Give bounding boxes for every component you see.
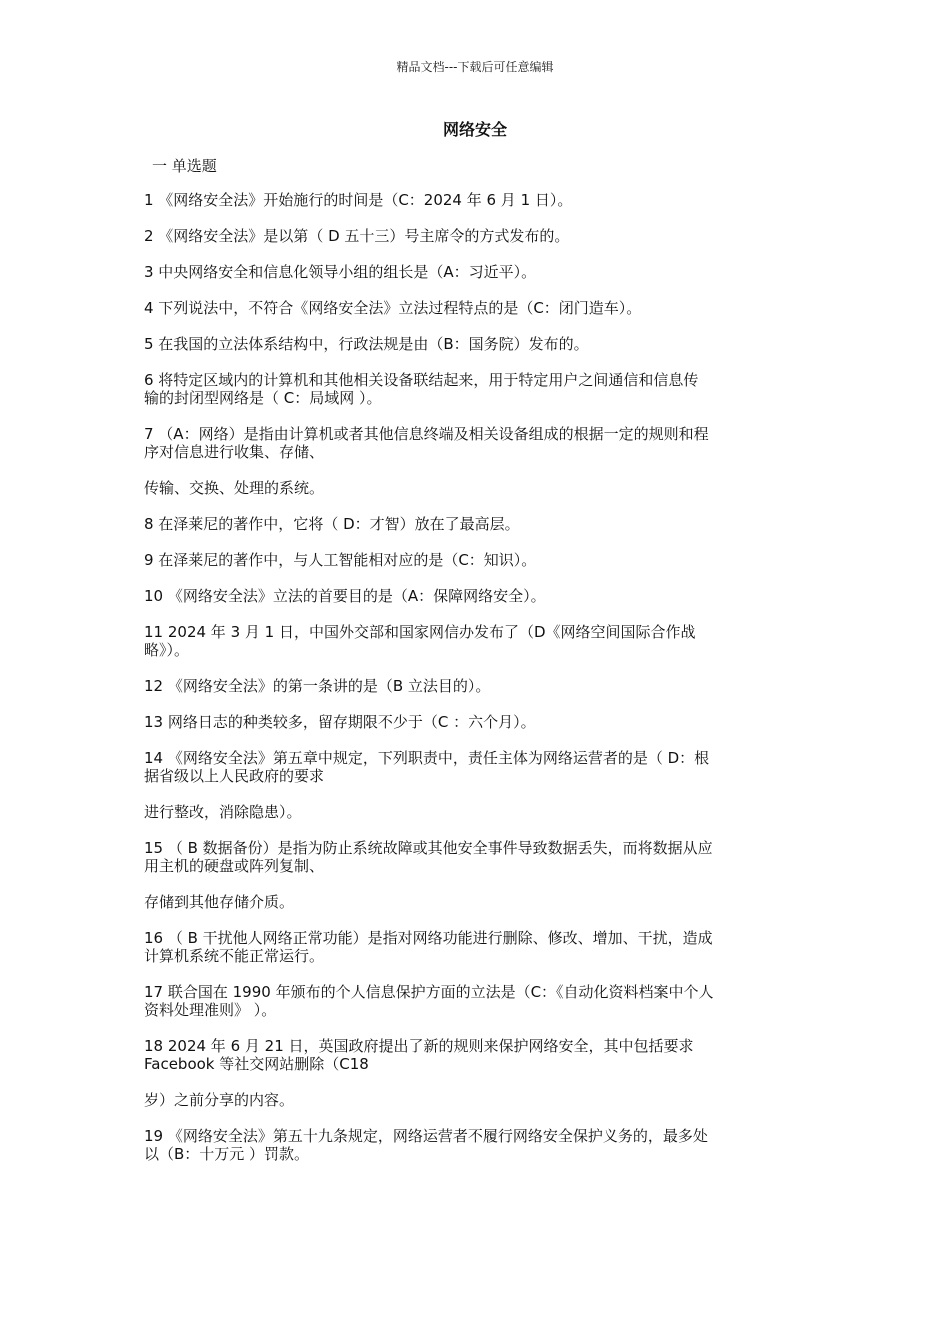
question-line: 9 在泽莱尼的著作中，与人工智能相对应的是（C：知识）。	[144, 551, 537, 569]
question-continuation	[144, 893, 808, 911]
question-line: 用主机的硬盘或阵列复制、	[144, 857, 325, 875]
question-item	[144, 425, 808, 461]
question-list	[144, 191, 808, 1181]
question-item	[144, 551, 808, 569]
question-item	[144, 983, 808, 1019]
question-item	[144, 713, 808, 731]
question-line: 以（B：十万元 ）罚款。	[144, 1145, 310, 1163]
question-item	[144, 929, 808, 965]
question-line: 资料处理准则》 ）。	[144, 1001, 277, 1019]
question-line: 传输、交换、处理的系统。	[144, 479, 325, 497]
question-item	[144, 1037, 808, 1073]
question-line: 16 （ B 干扰他人网络正常功能）是指对网络功能进行删除、修改、增加、干扰，造成	[144, 929, 713, 947]
question-item	[144, 299, 808, 317]
question-line: 12 《网络安全法》的第一条讲的是（B 立法目的）。	[144, 677, 491, 695]
question-line: 3 中央网络安全和信息化领导小组的组长是（A：习近平）。	[144, 263, 537, 281]
question-line: 据省级以上人民政府的要求	[144, 767, 325, 785]
question-line: 19 《网络安全法》第五十九条规定，网络运营者不履行网络安全保护义务的，最多处	[144, 1127, 708, 1145]
question-line: 10 《网络安全法》立法的首要目的是（A：保障网络安全）。	[144, 587, 546, 605]
question-line: 2 《网络安全法》是以第（ D 五十三）号主席令的方式发布的。	[144, 227, 570, 245]
question-line: 进行整改，消除隐患）。	[144, 803, 302, 821]
question-line: 14 《网络安全法》第五章中规定，下列职责中，责任主体为网络运营者的是（ D：根	[144, 749, 710, 767]
question-item	[144, 227, 808, 245]
question-line: 岁）之前分享的内容。	[144, 1091, 295, 1109]
question-line: 18 2024 年 6 月 21 日，英国政府提出了新的规则来保护网络安全，其中包括要求	[144, 1037, 694, 1055]
question-line: 4 下列说法中，不符合《网络安全法》立法过程特点的是（C：闭门造车）。	[144, 299, 642, 317]
question-item	[144, 1127, 808, 1163]
question-line: 存储到其他存储介质。	[144, 893, 295, 911]
question-line: 17 联合国在 1990 年颁布的个人信息保护方面的立法是（C：《自动化资料档案中个人	[144, 983, 714, 1001]
question-continuation	[144, 479, 808, 497]
header-note: 精品文档---下载后可任意编辑	[396, 60, 554, 74]
question-item	[144, 263, 808, 281]
question-line: 输的封闭型网络是（ C：局域网 ）。	[144, 389, 382, 407]
question-item	[144, 191, 808, 209]
question-item	[144, 839, 808, 875]
question-item	[144, 623, 808, 659]
question-item	[144, 335, 808, 353]
section-title: 一 单选题	[152, 157, 217, 175]
question-item	[144, 515, 808, 533]
question-line: 计算机系统不能正常运行。	[144, 947, 325, 965]
question-line: 7 （A：网络）是指由计算机或者其他信息终端及相关设备组成的根据一定的规则和程	[144, 425, 709, 443]
question-line: 8 在泽莱尼的著作中，它将（ D：才智）放在了最高层。	[144, 515, 520, 533]
question-line: 5 在我国的立法体系结构中，行政法规是由（B：国务院）发布的。	[144, 335, 589, 353]
question-item	[144, 749, 808, 785]
question-continuation	[144, 803, 808, 821]
question-continuation	[144, 1091, 808, 1109]
question-item	[144, 371, 808, 407]
document-title: 网络安全	[442, 120, 507, 139]
question-item	[144, 587, 808, 605]
question-line: 略》）。	[144, 641, 190, 659]
question-line: 15 （ B 数据备份）是指为防止系统故障或其他安全事件导致数据丢失，而将数据从应	[144, 839, 713, 857]
question-line: 1 《网络安全法》开始施行的时间是（C：2024 年 6 月 1 日）。	[144, 191, 573, 209]
question-line: 序对信息进行收集、存储、	[144, 443, 325, 461]
question-item	[144, 677, 808, 695]
question-line: 11 2024 年 3 月 1 日，中国外交部和国家网信办发布了（D《网络空间国际合作战	[144, 623, 696, 641]
question-line: 6 将特定区域内的计算机和其他相关设备联结起来，用于特定用户之间通信和信息传	[144, 371, 699, 389]
question-line: Facebook 等社交网站删除（C18	[144, 1055, 369, 1073]
question-line: 13 网络日志的种类较多，留存期限不少于（C ：六个月）。	[144, 713, 536, 731]
